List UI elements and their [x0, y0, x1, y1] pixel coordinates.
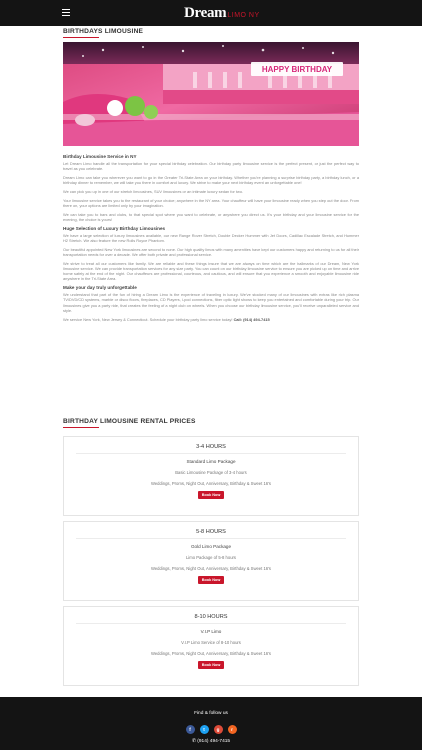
price-card-events: Weddings, Proms, Night Out, Anniversary, Birthday & Sweet 16's	[150, 651, 272, 656]
prices-title-underline	[63, 427, 99, 428]
price-card-divider	[76, 453, 346, 454]
price-card-description: V.I.P Limo Service of 8-10 hours	[181, 640, 241, 645]
top-navbar	[0, 0, 422, 26]
google-plus-icon[interactable]: g	[214, 725, 223, 734]
prices-section-title: BIRTHDAY LIMOUSINE RENTAL PRICES	[63, 418, 196, 425]
price-card-package: Standard Limo Package	[186, 459, 236, 464]
logo-main-text: Dream	[184, 5, 227, 21]
footer	[0, 697, 422, 750]
rss-icon[interactable]: r	[228, 725, 237, 734]
price-card-package: Gold Limo Package	[190, 544, 232, 549]
price-card-events: Weddings, Proms, Night Out, Anniversary, Birthday & Sweet 16's	[150, 566, 272, 571]
article-paragraph: We understand that part of the fun of hiring a Dream Limo is the experience of traveling in luxury. We've stocked many of our limousines with extras like rich plasma TV/DVD/CD systems, marble or disco floors, fireplaces, CD Players, i-pod connections, fiber optic light shows to keep you entertained and comfortable during your trip. Our limousines give you a party ride, that creates the feeling of a night club on wheels. When you choose our birthday limousine service, you'll receive unparalleled service and style.	[63, 292, 359, 313]
find-follow-label: Find & follow us	[194, 711, 228, 716]
section-title: BIRTHDAYS LIMOUSINE	[63, 28, 144, 35]
call-phone-link[interactable]: Call: (914) 494-7415	[233, 316, 270, 322]
facebook-icon[interactable]: f	[186, 725, 195, 734]
article-paragraph: Let Dream Limo handle all the transportation for your special birthday celebration. Our birthday party limousine service is the perfect present, or just the perfect way to travel as you celebrate.	[63, 161, 359, 172]
article-paragraph: We strive to treat all our customers like family. We are reliable and these things insure that we are always on time which are the hallmarks of our Dream, New York limousine service. We can provide transportation services for any size party. You can count on our birthday limousine service to ensure you are picked up on time and arrive home safely at the end of the night. Our chauffeurs are professional, courteous, and cautious, and will ensure that you experience a smooth and enjoyable limousine ride anywhere in the Tri-State Area.	[63, 260, 359, 282]
price-card-divider	[76, 538, 346, 539]
rental-prices-section	[63, 418, 359, 667]
book-now-button[interactable]: Book Now	[198, 661, 225, 669]
twitter-icon[interactable]: t	[200, 725, 209, 734]
logo-sub-text: LIMO NY	[227, 12, 260, 19]
hero-banner-text: HAPPY BIRTHDAY	[261, 65, 333, 74]
book-now-button[interactable]: Book Now	[198, 491, 225, 499]
site-logo[interactable]	[184, 5, 260, 22]
price-card-hours: 3-4 HOURS	[196, 444, 226, 450]
article-paragraph: Our beautiful appointed New York limousines are second to none. Our high quality limos with many amenities have kept our customers happy and returning to us for all their transportation needs for over a decade. We offer both private and professional service.	[63, 246, 359, 257]
article-paragraph: We can take you to bars and clubs, to that special spot where you want to celebrate, or anywhere you direct us. It's your birthday and your limousine service for the evening, the choice is yours!	[63, 211, 359, 222]
price-card-package: V.I.P Limo	[200, 629, 222, 634]
price-card-description: Basic Limousine Package of 3-4 hours	[175, 470, 247, 475]
price-card-3-4-hours	[63, 436, 359, 516]
service-area-text: We service New York, New Jersey & Connecticut. Schedule your birthday party limo service today!	[63, 316, 233, 322]
section-title-underline	[63, 37, 99, 38]
article-body	[63, 152, 359, 325]
price-card-hours: 8-10 HOURS	[194, 614, 228, 620]
phone-icon: ✆	[191, 739, 196, 744]
article-heading: Birthday Limousine Service in NY	[63, 154, 137, 159]
article-paragraph: Dream Limo can take you wherever you want to go in the Greater Tri-State Area on your birthday. Whether you're planning a surprise birthday party, a birthday lunch, or a birthday dinner to remember, we will take you there in comfort and luxury. We strive to make your next birthday event an unforgettable one!	[63, 175, 359, 186]
price-card-description: Limo Package of 5-8 hours	[185, 555, 237, 560]
article-paragraph-cta	[63, 317, 359, 322]
article-paragraph: Your limousine service takes you to the restaurant of your choice; anywhere in the NY area. Your chauffeur will have your limousine ready when you step out the door. From there on, your options are limited only by your imagination.	[63, 197, 359, 208]
price-card-5-8-hours	[63, 521, 359, 601]
social-links	[0, 725, 422, 734]
hero-image	[63, 42, 359, 146]
footer-phone-number: (914) 494-7415	[197, 739, 231, 744]
price-card-hours: 5-8 HOURS	[196, 529, 226, 535]
price-card-events: Weddings, Proms, Night Out, Anniversary, Birthday & Sweet 16's	[150, 481, 272, 486]
menu-icon[interactable]	[62, 9, 70, 16]
article-heading: Make your day truly unforgettable	[63, 285, 137, 291]
price-card-divider	[76, 623, 346, 624]
price-card-8-10-hours	[63, 606, 359, 686]
article-paragraph: We have a large selection of luxury limousines available, our new Range Rover Stretch, Double Decker Hummer with Jet Doors, Cadillac Escalade Stretch, and Hummer H2 Stretch. We also feature the new Rolls Royce Phantom.	[63, 232, 359, 243]
article-paragraph: We can pick you up in one of our stretch limousines, SUV limousines or an intimate luxury sedan for two.	[63, 189, 244, 194]
footer-phone[interactable]	[0, 739, 422, 744]
book-now-button[interactable]: Book Now	[198, 576, 225, 584]
article-heading: Huge Selection of Luxury Birthday Limousines	[63, 225, 166, 231]
